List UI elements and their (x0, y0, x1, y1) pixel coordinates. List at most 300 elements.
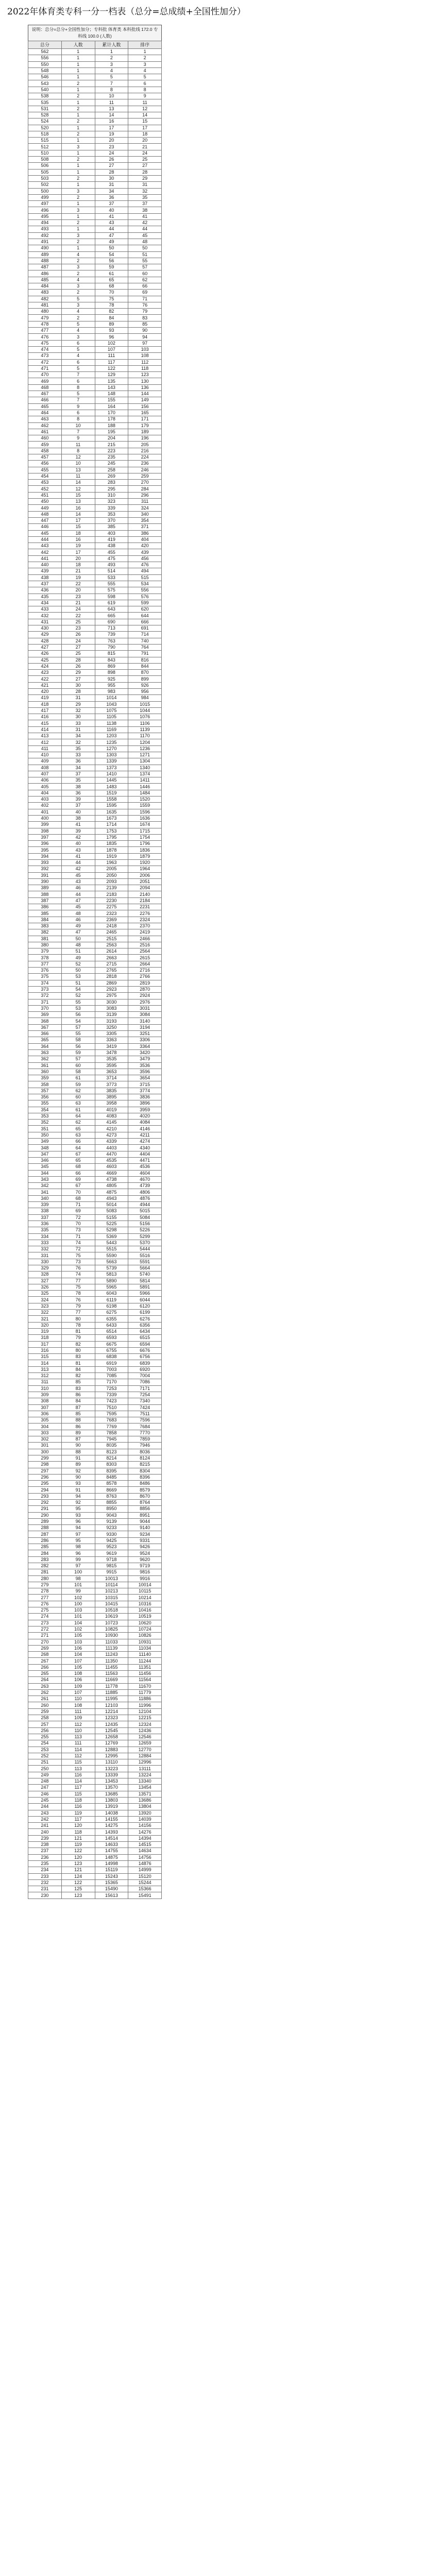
cell-total-score: 300 (28, 1449, 62, 1455)
cell-rank: 3836 (128, 1094, 162, 1100)
cell-total-score: 322 (28, 1310, 62, 1316)
cell-cumulative: 6043 (95, 1291, 128, 1297)
cell-total-score: 331 (28, 1252, 62, 1259)
cell-cumulative: 3083 (95, 1005, 128, 1011)
cell-count: 104 (61, 1620, 95, 1626)
cell-rank: 2419 (128, 929, 162, 936)
cell-cumulative: 15365 (95, 1879, 128, 1886)
cell-cumulative: 5590 (95, 1252, 128, 1259)
cell-total-score: 397 (28, 834, 62, 840)
cell-cumulative: 258 (95, 467, 128, 473)
table-row (28, 733, 162, 739)
cell-count: 82 (61, 1373, 95, 1379)
cell-count: 111 (61, 1708, 95, 1715)
cell-total-score: 460 (28, 435, 62, 442)
cell-rank: 13340 (128, 1778, 162, 1785)
table-row (28, 1595, 162, 1601)
cell-rank: 4739 (128, 1183, 162, 1189)
table-row (28, 125, 162, 131)
cell-count: 26 (61, 663, 95, 669)
cell-rank: 4536 (128, 1164, 162, 1170)
cell-rank: 956 (128, 688, 162, 694)
cell-rank: 205 (128, 442, 162, 448)
cell-total-score: 274 (28, 1614, 62, 1620)
cell-count: 88 (61, 1449, 95, 1455)
cell-rank: 37 (128, 201, 162, 207)
cell-total-score: 295 (28, 1481, 62, 1487)
cell-cumulative: 5890 (95, 1278, 128, 1284)
cell-count: 119 (61, 1842, 95, 1848)
table-note: 说明：总分=总分+全国性加分；专科批 体育类 本科批线 172.0 专科线 100.0 (人数) (28, 25, 162, 41)
cell-count: 3 (61, 334, 95, 340)
cell-count: 51 (61, 980, 95, 986)
cell-count: 45 (61, 904, 95, 910)
table-row (28, 752, 162, 758)
cell-rank: 4670 (128, 1176, 162, 1182)
cell-count: 112 (61, 1721, 95, 1727)
cell-count: 104 (61, 1652, 95, 1658)
cell-cumulative: 2275 (95, 904, 128, 910)
cell-rank: 6044 (128, 1297, 162, 1303)
cell-total-score: 488 (28, 258, 62, 264)
cell-rank: 5814 (128, 1278, 162, 1284)
cell-count: 49 (61, 923, 95, 929)
cell-count: 81 (61, 1328, 95, 1334)
table-row (28, 980, 162, 986)
cell-cumulative: 164 (95, 403, 128, 410)
cell-count: 55 (61, 1031, 95, 1037)
cell-count: 16 (61, 505, 95, 511)
cell-count: 1 (61, 112, 95, 118)
table-row (28, 1671, 162, 1677)
cell-total-score: 463 (28, 416, 62, 422)
cell-cumulative: 8303 (95, 1462, 128, 1468)
table-row (28, 1322, 162, 1328)
cell-rank: 9816 (128, 1569, 162, 1575)
table-row (28, 644, 162, 650)
cell-count: 95 (61, 1506, 95, 1512)
cell-cumulative: 16 (95, 118, 128, 125)
table-row (28, 486, 162, 492)
cell-cumulative: 4875 (95, 1189, 128, 1195)
table-row (28, 1189, 162, 1195)
cell-total-score: 508 (28, 157, 62, 163)
cell-rank: 13920 (128, 1810, 162, 1816)
cell-count: 60 (61, 1062, 95, 1069)
cell-rank: 4604 (128, 1170, 162, 1176)
cell-rank: 870 (128, 670, 162, 676)
table-header-row (28, 41, 162, 49)
cell-count: 85 (61, 1379, 95, 1385)
cell-rank: 45 (128, 232, 162, 239)
cell-cumulative: 36 (95, 194, 128, 200)
cell-count: 2 (61, 315, 95, 321)
cell-total-score: 462 (28, 422, 62, 429)
table-row (28, 1354, 162, 1360)
cell-cumulative: 898 (95, 670, 128, 676)
cell-count: 33 (61, 752, 95, 758)
cell-count: 79 (61, 1335, 95, 1341)
table-row (28, 878, 162, 885)
cell-cumulative: 7510 (95, 1404, 128, 1411)
cell-cumulative: 12995 (95, 1753, 128, 1759)
cell-count: 103 (61, 1639, 95, 1645)
cell-total-score: 480 (28, 309, 62, 315)
cell-total-score: 240 (28, 1829, 62, 1835)
cell-cumulative: 14275 (95, 1823, 128, 1829)
cell-total-score: 429 (28, 632, 62, 638)
cell-cumulative: 5225 (95, 1221, 128, 1227)
cell-total-score: 316 (28, 1347, 62, 1353)
cell-rank: 13454 (128, 1785, 162, 1791)
cell-count: 27 (61, 644, 95, 650)
cell-rank: 13804 (128, 1804, 162, 1810)
cell-total-score: 369 (28, 1012, 62, 1018)
cell-rank: 8856 (128, 1506, 162, 1512)
cell-cumulative: 12545 (95, 1727, 128, 1734)
cell-count: 19 (61, 574, 95, 581)
cell-count: 20 (61, 555, 95, 562)
cell-count: 41 (61, 853, 95, 859)
cell-count: 57 (61, 1056, 95, 1062)
table-row (28, 625, 162, 632)
table-row (28, 99, 162, 106)
cell-rank: 1374 (128, 771, 162, 777)
cell-total-score: 313 (28, 1366, 62, 1372)
cell-cumulative: 2765 (95, 968, 128, 974)
cell-count: 27 (61, 676, 95, 682)
cell-count: 123 (61, 1892, 95, 1899)
cell-rank: 3140 (128, 1018, 162, 1024)
table-row (28, 581, 162, 587)
cell-total-score: 422 (28, 676, 62, 682)
cell-total-score: 344 (28, 1170, 62, 1176)
cell-rank: 8 (128, 87, 162, 93)
table-row (28, 1708, 162, 1715)
cell-cumulative: 13453 (95, 1778, 128, 1785)
cell-rank: 7340 (128, 1398, 162, 1404)
cell-cumulative: 7858 (95, 1430, 128, 1436)
cell-cumulative: 68 (95, 283, 128, 289)
cell-total-score: 304 (28, 1423, 62, 1430)
table-row (28, 106, 162, 112)
cell-total-score: 461 (28, 429, 62, 435)
table-row (28, 929, 162, 936)
table-row (28, 1588, 162, 1595)
cell-rank: 2516 (128, 942, 162, 948)
table-row (28, 1436, 162, 1443)
table-row (28, 1005, 162, 1011)
cell-total-score: 387 (28, 897, 62, 904)
table-row (28, 1645, 162, 1651)
table-row (28, 131, 162, 137)
table-row (28, 872, 162, 878)
cell-count: 69 (61, 1208, 95, 1214)
table-row (28, 144, 162, 150)
cell-count: 44 (61, 860, 95, 866)
table-row (28, 182, 162, 188)
cell-count: 93 (61, 1481, 95, 1487)
cell-cumulative: 4145 (95, 1120, 128, 1126)
cell-count: 15 (61, 492, 95, 498)
cell-total-score: 333 (28, 1240, 62, 1246)
cell-cumulative: 3714 (95, 1075, 128, 1081)
cell-cumulative: 419 (95, 536, 128, 543)
cell-total-score: 321 (28, 1316, 62, 1322)
cell-cumulative: 11243 (95, 1652, 128, 1658)
cell-cumulative: 1483 (95, 784, 128, 790)
cell-count: 21 (61, 568, 95, 574)
cell-cumulative: 2818 (95, 974, 128, 980)
cell-cumulative: 1339 (95, 758, 128, 765)
cell-count: 84 (61, 1398, 95, 1404)
cell-cumulative: 78 (95, 302, 128, 308)
cell-total-score: 272 (28, 1626, 62, 1632)
table-row (28, 1278, 162, 1284)
cell-count: 18 (61, 530, 95, 536)
cell-cumulative: 475 (95, 555, 128, 562)
cell-total-score: 510 (28, 150, 62, 156)
cell-rank: 13224 (128, 1772, 162, 1778)
cell-total-score: 285 (28, 1544, 62, 1550)
cell-total-score: 386 (28, 904, 62, 910)
table-row (28, 1867, 162, 1873)
table-body (28, 49, 162, 1899)
cell-total-score: 430 (28, 625, 62, 632)
cell-rank: 4084 (128, 1120, 162, 1126)
cell-total-score: 238 (28, 1842, 62, 1848)
cell-count: 1 (61, 213, 95, 219)
cell-total-score: 362 (28, 1056, 62, 1062)
cell-total-score: 254 (28, 1740, 62, 1747)
table-row (28, 1626, 162, 1632)
cell-rank: 4146 (128, 1126, 162, 1132)
cell-rank: 4404 (128, 1151, 162, 1157)
cell-count: 63 (61, 1100, 95, 1107)
cell-cumulative: 9233 (95, 1525, 128, 1531)
cell-cumulative: 10213 (95, 1588, 128, 1595)
cell-cumulative: 6514 (95, 1328, 128, 1334)
cell-rank: 4274 (128, 1139, 162, 1145)
cell-count: 1 (61, 182, 95, 188)
cell-cumulative: 5443 (95, 1240, 128, 1246)
table-row (28, 803, 162, 809)
table-row (28, 897, 162, 904)
cell-count: 2 (61, 239, 95, 245)
table-row (28, 334, 162, 340)
cell-cumulative: 13685 (95, 1791, 128, 1797)
cell-count: 97 (61, 1531, 95, 1537)
table-row (28, 701, 162, 707)
table-row (28, 1347, 162, 1353)
table-row (28, 1164, 162, 1170)
cell-count: 11 (61, 473, 95, 479)
table-row (28, 270, 162, 277)
cell-cumulative: 514 (95, 568, 128, 574)
cell-count: 89 (61, 1430, 95, 1436)
cell-total-score: 437 (28, 581, 62, 587)
cell-cumulative: 19 (95, 131, 128, 137)
cell-total-score: 314 (28, 1360, 62, 1366)
cell-total-score: 352 (28, 1120, 62, 1126)
cell-total-score: 335 (28, 1227, 62, 1233)
cell-total-score: 289 (28, 1518, 62, 1524)
cell-count: 53 (61, 974, 95, 980)
cell-total-score: 320 (28, 1322, 62, 1328)
cell-count: 2 (61, 80, 95, 87)
cell-cumulative: 4403 (95, 1145, 128, 1151)
cell-rank: 4876 (128, 1195, 162, 1201)
cell-count: 2 (61, 258, 95, 264)
cell-count: 37 (61, 771, 95, 777)
table-row (28, 1328, 162, 1334)
cell-rank: 216 (128, 448, 162, 454)
cell-count: 119 (61, 1810, 95, 1816)
cell-total-score: 376 (28, 968, 62, 974)
cell-rank: 1920 (128, 860, 162, 866)
cell-cumulative: 61 (95, 270, 128, 277)
cell-rank: 14039 (128, 1816, 162, 1822)
cell-rank: 12104 (128, 1708, 162, 1715)
cell-cumulative: 1595 (95, 803, 128, 809)
cell-total-score: 439 (28, 568, 62, 574)
cell-rank: 5299 (128, 1233, 162, 1240)
cell-count: 4 (61, 309, 95, 315)
cell-total-score: 303 (28, 1430, 62, 1436)
cell-rank: 29 (128, 175, 162, 181)
cell-total-score: 401 (28, 809, 62, 815)
cell-count: 10 (61, 461, 95, 467)
cell-cumulative: 14633 (95, 1842, 128, 1848)
cell-cumulative: 1445 (95, 777, 128, 784)
table-row (28, 993, 162, 999)
cell-cumulative: 9815 (95, 1563, 128, 1569)
cell-count: 68 (61, 1195, 95, 1201)
cell-cumulative: 5739 (95, 1265, 128, 1272)
cell-count: 46 (61, 885, 95, 891)
cell-rank: 7770 (128, 1430, 162, 1436)
cell-cumulative: 96 (95, 334, 128, 340)
cell-count: 76 (61, 1265, 95, 1272)
cell-cumulative: 1105 (95, 714, 128, 720)
cell-rank: 10826 (128, 1633, 162, 1639)
table-row (28, 1759, 162, 1766)
cell-count: 77 (61, 1278, 95, 1284)
cell-total-score: 302 (28, 1436, 62, 1443)
cell-count: 114 (61, 1747, 95, 1753)
cell-count: 98 (61, 1544, 95, 1550)
cell-rank: 2184 (128, 897, 162, 904)
cell-total-score: 244 (28, 1804, 62, 1810)
cell-rank: 3715 (128, 1081, 162, 1088)
cell-rank: 8951 (128, 1512, 162, 1518)
cell-cumulative: 3595 (95, 1062, 128, 1069)
cell-cumulative: 11885 (95, 1689, 128, 1696)
cell-rank: 1236 (128, 745, 162, 752)
cell-total-score: 233 (28, 1873, 62, 1879)
cell-total-score: 503 (28, 175, 62, 181)
cell-rank: 2976 (128, 999, 162, 1005)
cell-rank: 21 (128, 144, 162, 150)
table-row (28, 1360, 162, 1366)
table-row (28, 1829, 162, 1835)
cell-cumulative: 763 (95, 638, 128, 644)
cell-rank: 11670 (128, 1683, 162, 1689)
cell-cumulative: 690 (95, 619, 128, 625)
table-row (28, 549, 162, 555)
cell-count: 23 (61, 625, 95, 632)
table-row (28, 543, 162, 549)
cell-cumulative: 2614 (95, 948, 128, 955)
cell-count: 2 (61, 194, 95, 200)
cell-count: 38 (61, 784, 95, 790)
cell-rank: 5891 (128, 1284, 162, 1290)
cell-total-score: 435 (28, 594, 62, 600)
cell-total-score: 456 (28, 461, 62, 467)
cell-rank: 10014 (128, 1582, 162, 1588)
table-row (28, 1702, 162, 1708)
table-row (28, 1024, 162, 1030)
table-row (28, 834, 162, 840)
cell-total-score: 350 (28, 1132, 62, 1138)
cell-cumulative: 815 (95, 651, 128, 657)
cell-rank: 44 (128, 226, 162, 232)
cell-cumulative: 30 (95, 175, 128, 181)
cell-rank: 10931 (128, 1639, 162, 1645)
cell-rank: 9044 (128, 1518, 162, 1524)
cell-cumulative: 9330 (95, 1531, 128, 1537)
cell-cumulative: 2563 (95, 942, 128, 948)
cell-rank: 12 (128, 106, 162, 112)
table-row (28, 321, 162, 327)
cell-rank: 5966 (128, 1291, 162, 1297)
cell-rank: 10416 (128, 1607, 162, 1614)
cell-count: 26 (61, 632, 95, 638)
cell-count: 60 (61, 1094, 95, 1100)
cell-rank: 14 (128, 112, 162, 118)
table-row (28, 1842, 162, 1848)
cell-rank: 8036 (128, 1449, 162, 1455)
cell-count: 3 (61, 264, 95, 270)
cell-rank: 1559 (128, 803, 162, 809)
table-row (28, 239, 162, 245)
table-row (28, 1778, 162, 1785)
table-row (28, 226, 162, 232)
cell-cumulative: 12103 (95, 1702, 128, 1708)
cell-total-score: 436 (28, 587, 62, 594)
cell-cumulative: 2139 (95, 885, 128, 891)
table-row (28, 555, 162, 562)
cell-total-score: 298 (28, 1462, 62, 1468)
cell-rank: 13111 (128, 1766, 162, 1772)
header-rank: 排序 (128, 41, 162, 49)
table-row (28, 917, 162, 923)
cell-cumulative: 13223 (95, 1766, 128, 1772)
cell-rank: 2819 (128, 980, 162, 986)
cell-count: 79 (61, 1303, 95, 1309)
cell-cumulative: 339 (95, 505, 128, 511)
cell-cumulative: 8214 (95, 1455, 128, 1461)
table-row (28, 758, 162, 765)
cell-count: 8 (61, 416, 95, 422)
cell-total-score: 502 (28, 182, 62, 188)
cell-rank: 11779 (128, 1689, 162, 1696)
cell-cumulative: 148 (95, 391, 128, 397)
cell-cumulative: 14514 (95, 1835, 128, 1841)
cell-total-score: 421 (28, 682, 62, 688)
cell-total-score: 290 (28, 1512, 62, 1518)
cell-total-score: 433 (28, 606, 62, 613)
